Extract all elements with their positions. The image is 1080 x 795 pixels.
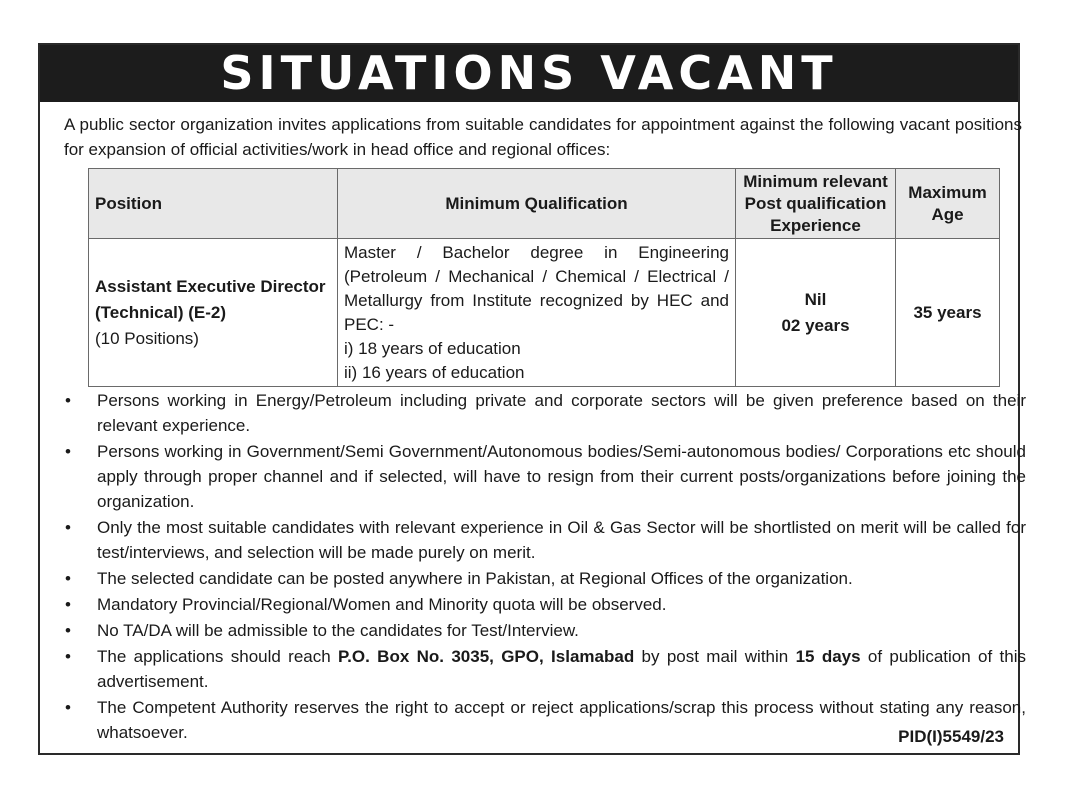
list-item: • The selected candidate can be posted anywhere in Pakistan, at Regional Offices of the organization. (60, 566, 1026, 591)
header-position: Position (89, 169, 338, 239)
deadline-days: 15 days (795, 647, 861, 666)
intro-paragraph: A public sector organization invites applications from suitable candidates for appointment against the following vacant positions for expansion of official activities/work in head office and regional offices: (64, 115, 1022, 159)
ad-title: SITUATIONS VACANT (220, 46, 838, 100)
cell-qualification (338, 239, 736, 387)
pid-reference: PID(I)5549/23 (898, 727, 1004, 746)
bullet-icon: • (65, 391, 71, 410)
cell-max-age: 35 years (896, 239, 1000, 387)
qualification-option-ii: ii) 16 years of education (344, 362, 525, 382)
table-row (89, 239, 1000, 387)
list-item: • The applications should reach P.O. Box No. 3035, GPO, Islamabad by post mail within 15 days of publication of this advertisement. (60, 644, 1026, 694)
list-item: • Only the most suitable candidates with relevant experience in Oil & Gas Sector will be shortlisted on merit will be called for test/interviews, and selection will be made purely on merit. (60, 515, 1026, 565)
job-advertisement (38, 43, 1026, 755)
experience-option-ii: 02 years (781, 315, 850, 335)
terms-list (60, 388, 1026, 746)
header-qualification: Minimum Qualification (338, 169, 736, 239)
header-experience: Minimum relevant Post qualification Experience (736, 169, 896, 239)
bullet-icon: • (65, 621, 71, 640)
bullet-icon: • (65, 569, 71, 588)
qualification-main: Master / Bachelor degree in Engineering (Petroleum / Mechanical / Chemical / Electrical / Metallurgy from Institute recognized by HEC and PEC: - (344, 242, 729, 334)
list-item: • Mandatory Provincial/Regional/Women and Minority quota will be observed. (60, 592, 1026, 617)
qualification-option-i: i) 18 years of education (344, 338, 521, 358)
cell-experience (736, 239, 896, 387)
list-item: • No TA/DA will be admissible to the candidates for Test/Interview. (60, 618, 1026, 643)
table-header-row (89, 169, 1000, 239)
header-age: Maximum Age (896, 169, 1000, 239)
experience-option-i: Nil (804, 289, 827, 309)
position-title: Assistant Executive Director (Technical) (E-2) (95, 276, 326, 322)
mailing-address: P.O. Box No. 3035, GPO, Islamabad (338, 647, 635, 666)
bullet-icon: • (65, 442, 71, 461)
list-item: • The Competent Authority reserves the right to accept or reject applications/scrap this process without stating any reason, whatsoever. (60, 695, 1026, 745)
list-item: • Persons working in Government/Semi Government/Autonomous bodies/Semi-autonomous bodies/ Corporations etc should apply through proper channel and if selected, will have to resign from their current posts/organizations before joining the organization. (60, 439, 1026, 514)
bullet-icon: • (65, 595, 71, 614)
title-banner (40, 45, 1018, 102)
cell-position (89, 239, 338, 387)
list-item: • Persons working in Energy/Petroleum including private and corporate sectors will be given preference based on their relevant experience. (60, 388, 1026, 438)
position-count: (10 Positions) (95, 328, 199, 348)
bullet-icon: • (65, 698, 71, 717)
bullet-icon: • (65, 518, 71, 537)
bullet-icon: • (65, 647, 71, 666)
positions-table (88, 168, 1000, 387)
